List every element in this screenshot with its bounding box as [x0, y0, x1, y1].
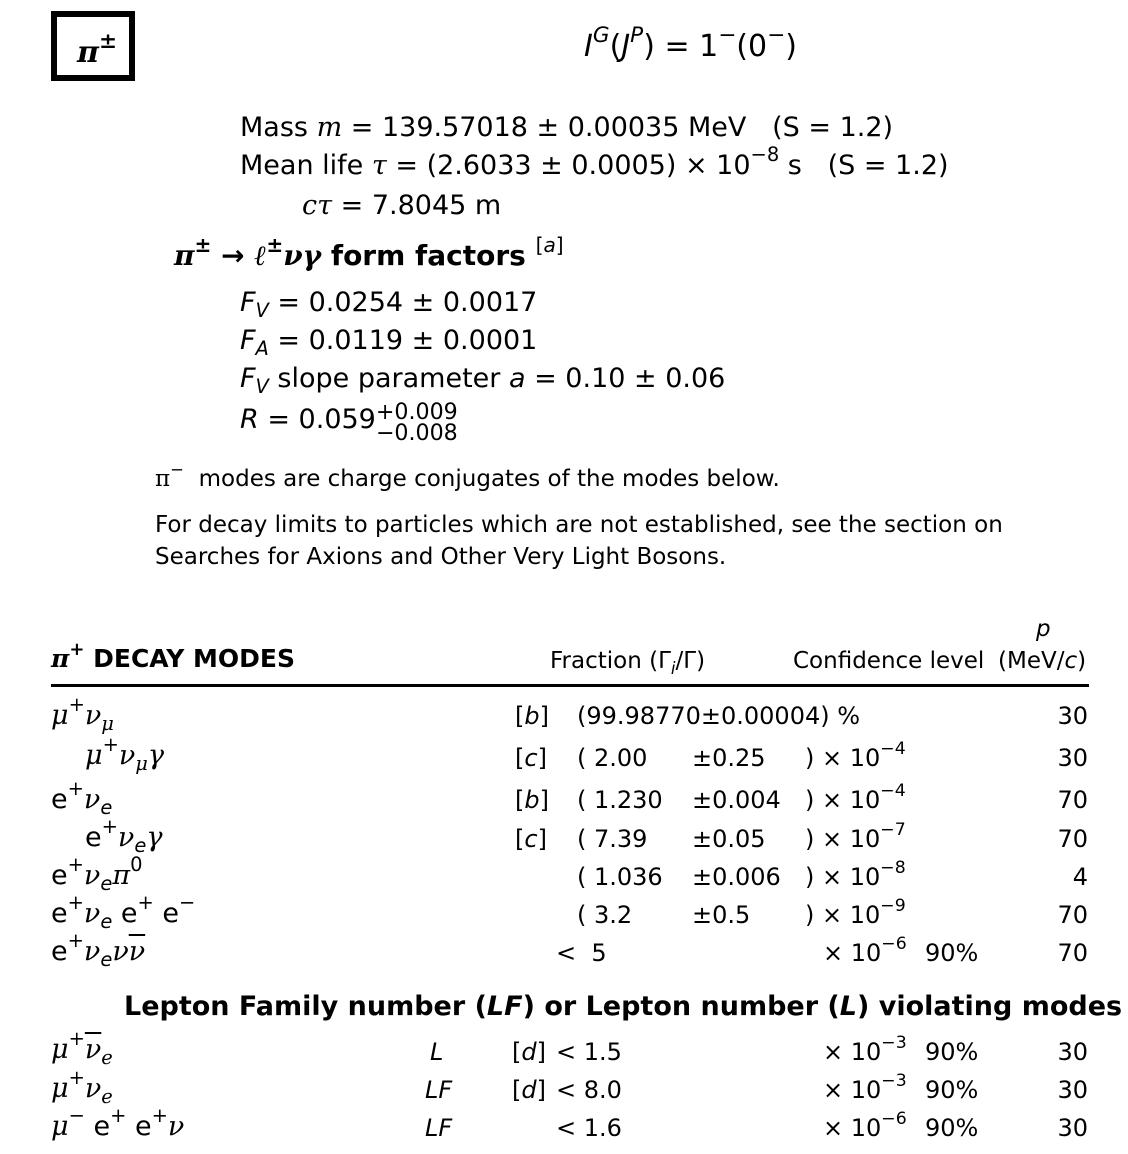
limits-note-line1: For decay limits to particles which are not established, see the section on: [155, 512, 1003, 538]
fraction-value: (99.98770±0.00004) %: [577, 702, 861, 730]
decay-mode: $e^+\nu_e\nu\overline{\nu}$: [51, 929, 146, 972]
fa-line: $F_A = 0.0119 \pm 0.0001$: [240, 325, 538, 361]
fraction-value: ( 3.2: [577, 901, 633, 929]
decay-mode: $e^+\nu_e$: [51, 777, 113, 820]
limits-note-line2: Searches for Axions and Other Very Light Bosons.: [155, 544, 727, 570]
p-column-header-top: p: [1036, 616, 1051, 642]
momentum-value: 30: [1057, 1038, 1088, 1066]
fraction-error: ±0.05: [692, 825, 766, 853]
form-factors-heading: π± → ℓ±νγ form factors [a]: [174, 232, 564, 272]
footnote: [c]: [515, 744, 547, 772]
decay-mode: $e^+\nu_e\gamma$: [85, 815, 163, 858]
confidence-value: 90%: [925, 1038, 979, 1066]
decay-mode: $e^+\nu_e$ e+ e−: [51, 891, 196, 934]
mean-life-line: Mean life $\tau = (2.6033 \pm 0.0005) \times 10^{-8}$ s (S = 1.2): [240, 143, 949, 181]
quantum-numbers: $I^G(J^P) = 1^-(0^-)$: [584, 22, 797, 64]
fraction-scale: × $10^{-3}$: [823, 1033, 907, 1066]
violation-type: LF: [425, 1114, 453, 1142]
fv-line: $F_V = 0.0254 \pm 0.0017$: [240, 287, 538, 323]
fraction-value: ( 2.00: [577, 744, 648, 772]
fraction-value: < 1.5: [556, 1038, 622, 1066]
decay-mode: $\mu^+\overline{\nu}_e$: [51, 1027, 113, 1070]
confidence-column-header: Confidence level: [793, 648, 985, 674]
fraction-scale: × $10^{-6}$: [823, 934, 907, 967]
momentum-value: 70: [1057, 939, 1088, 967]
particle-symbol-box: [51, 11, 135, 81]
footnote: [b]: [515, 786, 549, 814]
decay-mode: $\mu^+\nu_e$: [51, 1066, 113, 1109]
momentum-value: 70: [1057, 786, 1088, 814]
fraction-scale: ) × $10^{-9}$: [805, 896, 906, 929]
fraction-scale: ) × $10^{-4}$: [805, 739, 906, 772]
footnote: [d]: [512, 1038, 546, 1066]
decay-mode: $e^+\nu_e\pi^0$: [51, 853, 143, 896]
momentum-value: 30: [1057, 1076, 1088, 1104]
r-upper: +0.009: [375, 399, 458, 425]
confidence-value: 90%: [925, 1076, 979, 1104]
fv-slope-line: $F_V$ slope parameter a = 0.10 ± 0.06: [240, 363, 726, 399]
ctau-line: cτ = 7.8045 m: [302, 190, 502, 221]
momentum-value: 30: [1057, 1114, 1088, 1142]
decay-mode: $\mu^+\nu_\mu\gamma$: [85, 733, 165, 776]
violation-type: LF: [425, 1076, 453, 1104]
fraction-value: ( 1.230: [577, 786, 663, 814]
confidence-value: 90%: [925, 939, 979, 967]
footnote: [b]: [515, 702, 549, 730]
violation-type: L: [430, 1038, 444, 1066]
charge-conjugate-note: π− modes are charge conjugates of the modes below.: [155, 459, 780, 492]
momentum-value: 4: [1072, 863, 1088, 891]
footnote: [c]: [515, 825, 547, 853]
fraction-scale: ) × $10^{-7}$: [805, 820, 906, 853]
fraction-error: ±0.25: [692, 744, 766, 772]
momentum-value: 30: [1057, 702, 1088, 730]
decay-mode: $\mu^+\nu_\mu$: [51, 693, 114, 736]
fraction-value: < 1.6: [556, 1114, 622, 1142]
decay-mode: μ− e+ e+ν: [51, 1104, 185, 1142]
fraction-scale: ) × $10^{-8}$: [805, 858, 906, 891]
footnote: [d]: [512, 1076, 546, 1104]
r-line: R = 0.059 +0.009 −0.008: [240, 399, 458, 447]
confidence-value: 90%: [925, 1114, 979, 1142]
r-lower: −0.008: [375, 420, 458, 447]
fraction-scale: × $10^{-3}$: [823, 1071, 907, 1104]
momentum-value: 70: [1057, 901, 1088, 929]
p-column-header-bottom: (MeV/c): [998, 648, 1087, 674]
fraction-column-header: Fraction $(\Gamma_i/\Gamma)$: [550, 648, 706, 678]
fraction-value: ( 7.39: [577, 825, 648, 853]
table-header-rule: [51, 684, 1089, 687]
fraction-value: ( 1.036: [577, 863, 663, 891]
fraction-error: ±0.5: [692, 901, 751, 929]
violating-modes-heading: Lepton Family number (LF) or Lepton number (L) violating modes: [124, 991, 1123, 1022]
fraction-scale: ) × $10^{-4}$: [805, 781, 906, 814]
fraction-value: < 8.0: [556, 1076, 622, 1104]
mass-line: Mass m = 139.57018 ± 0.00035 MeV (S = 1.2): [240, 112, 894, 143]
decay-modes-title: π+ DECAY MODES: [51, 638, 296, 673]
fraction-value: < 5: [556, 939, 607, 967]
fraction-error: ±0.006: [692, 863, 781, 891]
fraction-scale: × $10^{-6}$: [823, 1109, 907, 1142]
momentum-value: 70: [1057, 825, 1088, 853]
fraction-error: ±0.004: [692, 786, 781, 814]
particle-symbol: π±: [77, 28, 118, 70]
momentum-value: 30: [1057, 744, 1088, 772]
